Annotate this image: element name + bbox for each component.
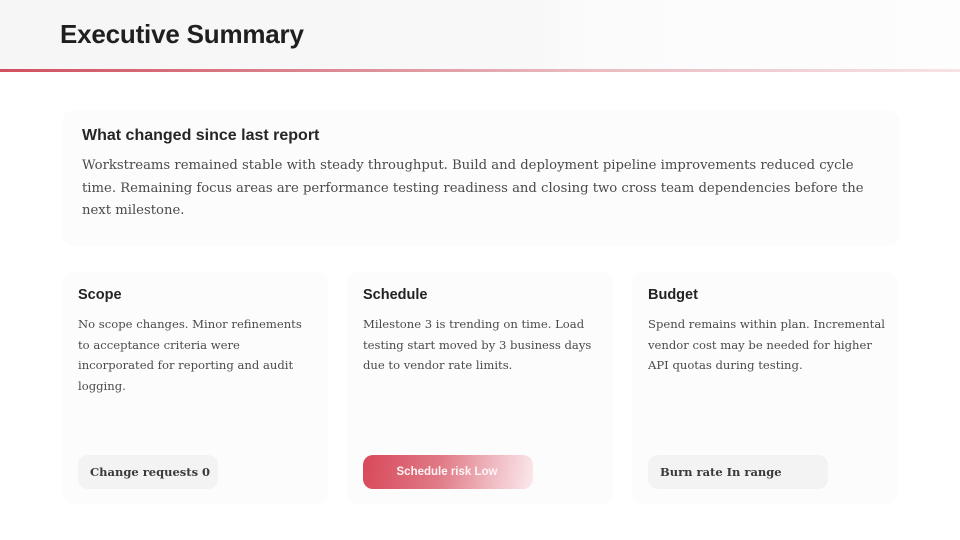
schedule-title: Schedule — [363, 287, 428, 303]
summary-body: Workstreams remained stable with steady throughput. Build and deployment pipeline improvements reduced cycle time. Remaining focus areas are performance testing readiness and closing two cross team dependencies before the next milestone. — [82, 158, 864, 218]
burn-rate-badge: Burn rate In range — [648, 455, 828, 489]
budget-card — [632, 272, 898, 504]
schedule-body: Milestone 3 is trending on time. Load testing start moved by 3 business days due to vendor rate limits. — [363, 317, 592, 373]
page-title: Executive Summary — [60, 19, 304, 49]
scope-body: No scope changes. Minor refinements to acceptance criteria were incorporated for reporting and audit logging. — [78, 317, 302, 393]
budget-body: Spend remains within plan. Incremental vendor cost may be needed for higher API quotas during testing. — [648, 317, 885, 373]
schedule-card — [347, 272, 613, 504]
change-requests-badge: Change requests 0 — [78, 455, 218, 489]
summary-panel — [62, 110, 900, 246]
scope-title: Scope — [78, 287, 122, 303]
summary-title: What changed since last report — [82, 127, 320, 144]
schedule-risk-badge: Schedule risk Low — [363, 455, 533, 489]
header-divider — [0, 69, 960, 72]
header-band — [0, 0, 960, 70]
budget-title: Budget — [648, 287, 698, 303]
scope-card — [62, 272, 328, 504]
